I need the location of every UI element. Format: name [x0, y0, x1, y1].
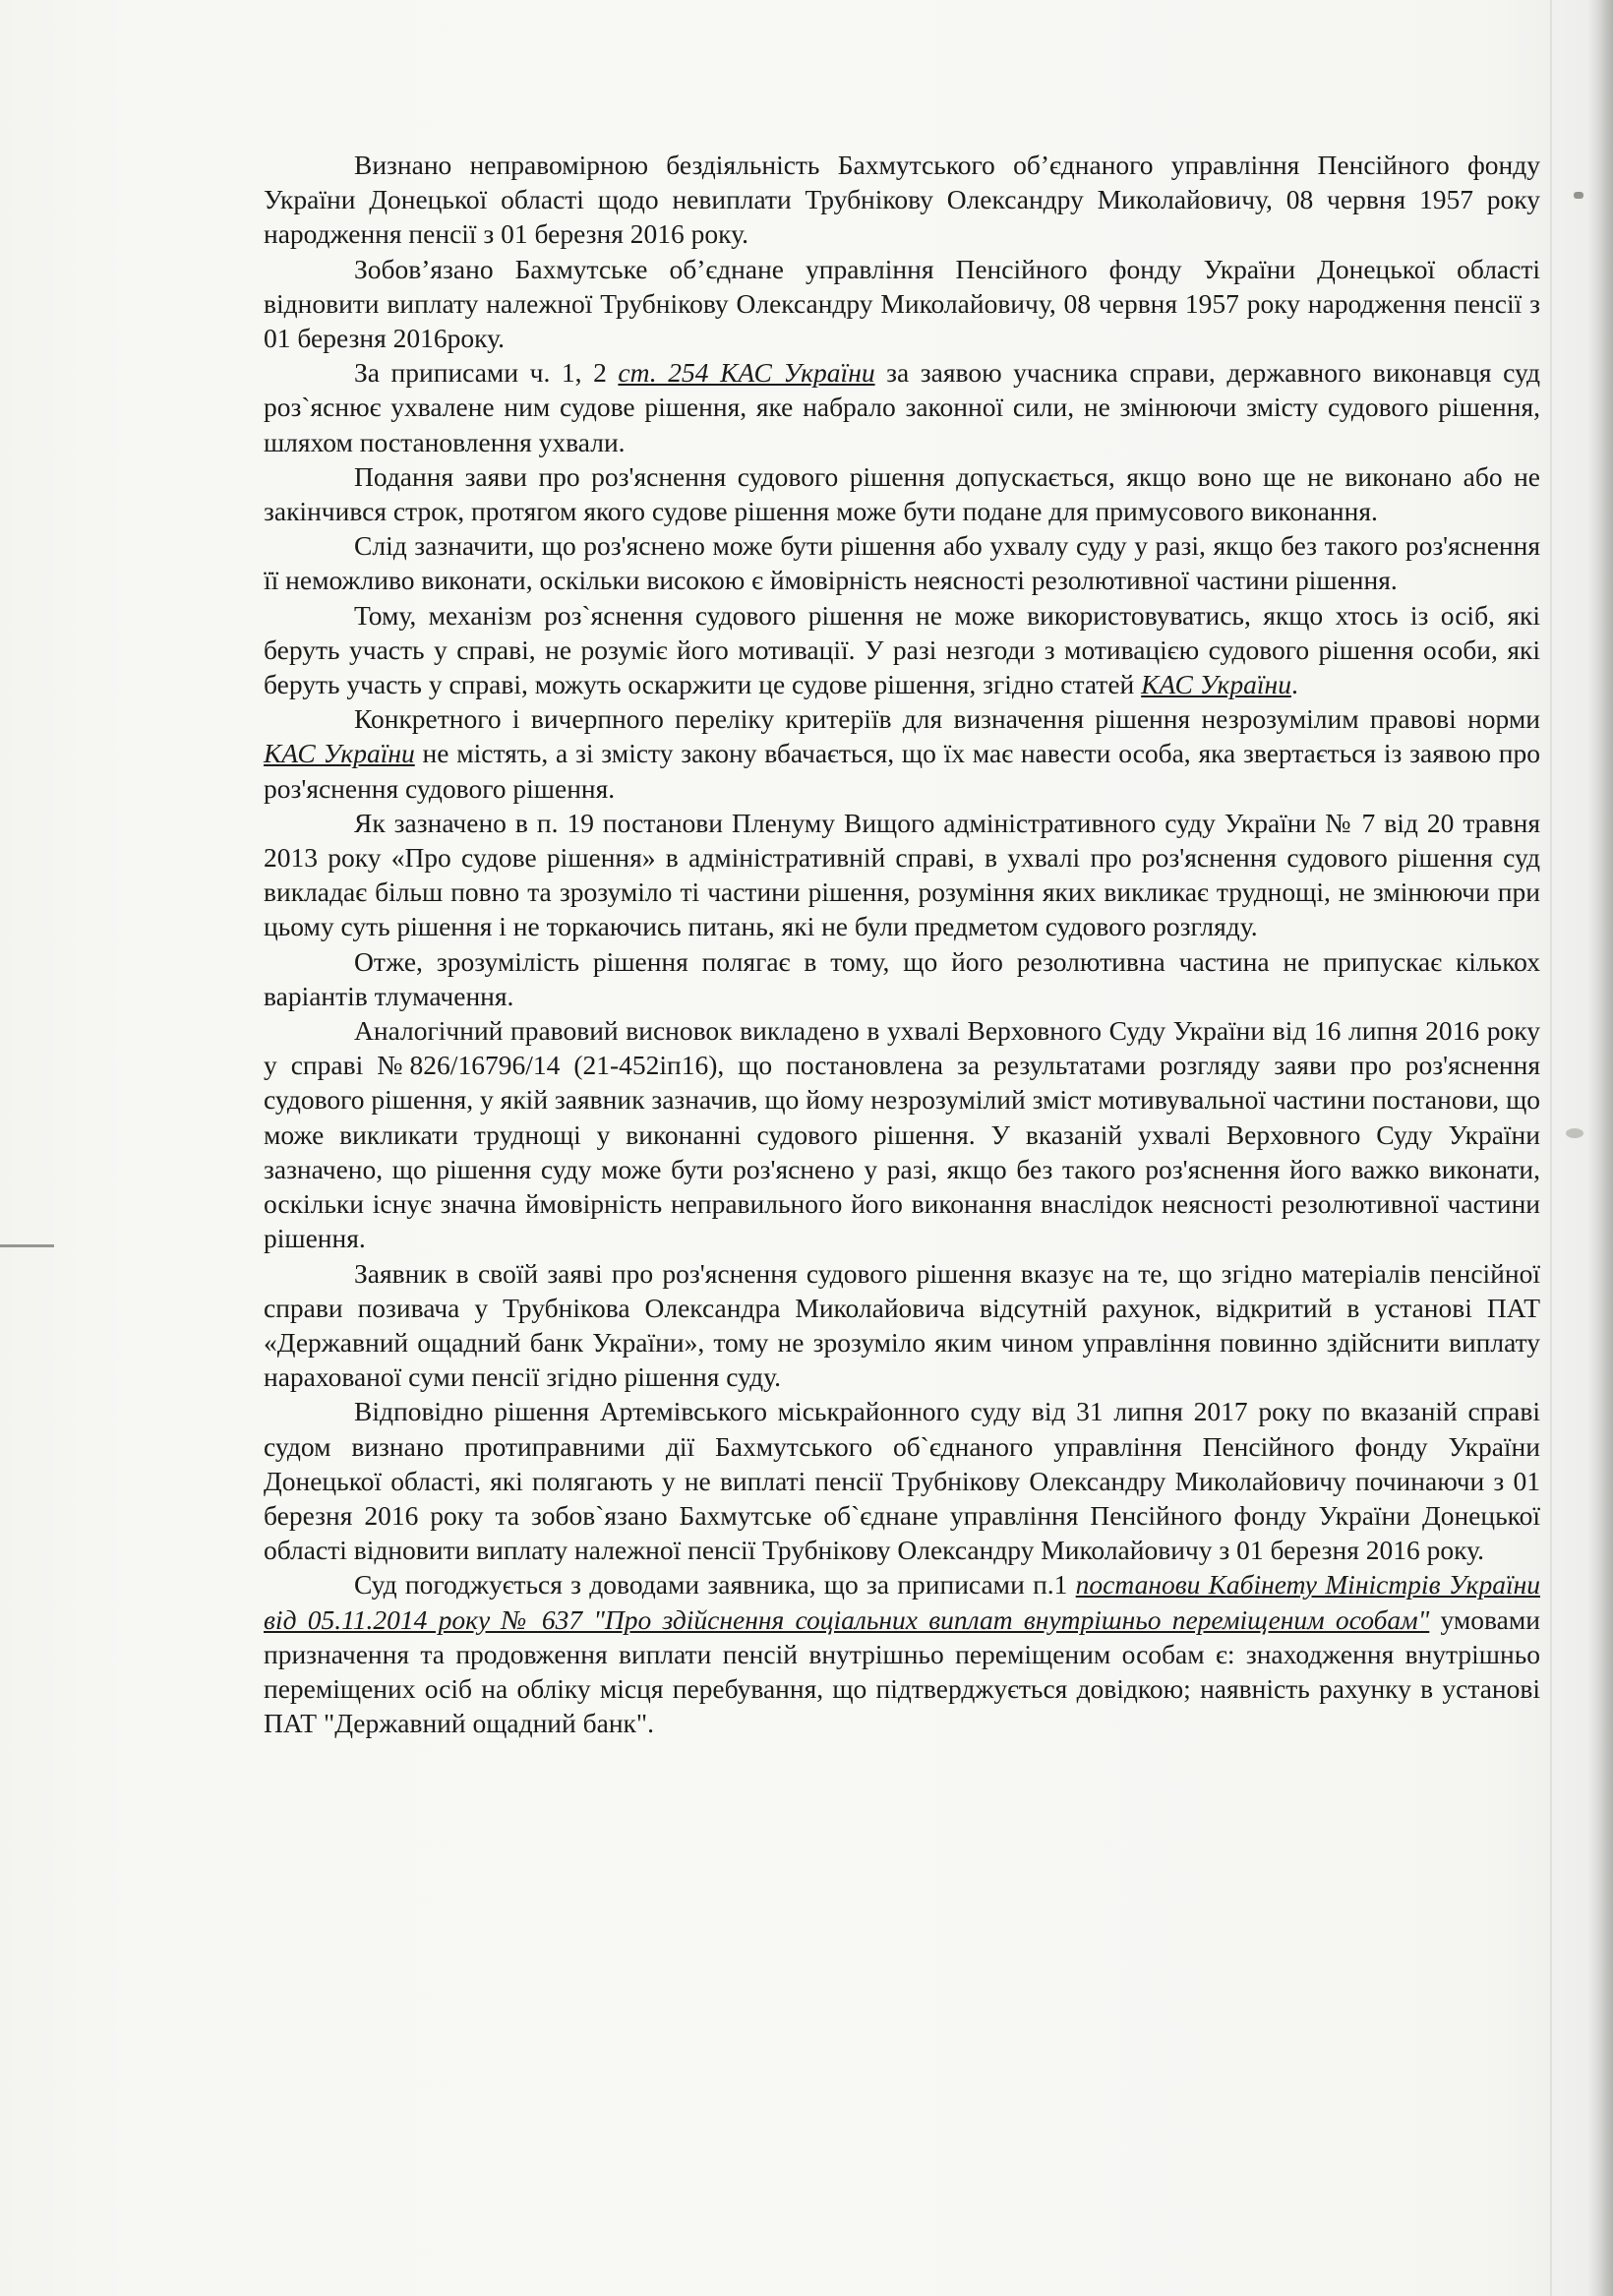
- paragraph-text: Конкретного і вичерпного переліку критеріїв для визначення рішення незрозумілим правові норми: [354, 703, 1540, 735]
- paragraph-text: Як зазначено в п. 19 постанови Пленуму Вищого адміністративного суду України № 7 від 20 травня 2013 року «Про судове рішення» в адміністративній справі, в ухвалі про роз'яснення судового рішення суд викладає більш повно та зрозуміло ті частини рішення, розуміння яких викликає труднощі, не змінюючи при цьому суть рішення і не торкаючись питань, які не були предметом судового розгляду.: [264, 807, 1540, 942]
- paragraph-text: умовами призначення та продовження виплати пенсій внутрішньо переміщеним особам є: знаходження внутрішньо переміщених осіб на обліку місця перебування, що підтверджується довідкою; наявність рахунку в установі ПАТ "Державний ощадний банк".: [264, 1603, 1540, 1739]
- scan-artifact-right-middle: [1566, 1128, 1583, 1138]
- document-paragraph: [264, 944, 1540, 1013]
- legal-reference-link[interactable]: КАС України: [264, 738, 415, 769]
- document-paragraph: [264, 598, 1540, 702]
- document-paragraph: [264, 806, 1540, 944]
- paragraph-text: .: [1290, 669, 1298, 700]
- legal-reference-link[interactable]: КАС України: [1141, 669, 1291, 700]
- scan-artifact-right-top: [1574, 192, 1583, 199]
- page-edge-shadow: [1587, 0, 1613, 2296]
- paragraph-text: Суд погоджується з доводами заявника, що за приписами п.1: [354, 1569, 1076, 1601]
- paragraph-text: Заявник в своїй заяві про роз'яснення судового рішення вказує на те, що згідно матеріалів пенсійної справи позивача у Трубнікова Олександра Миколайовича відсутній рахунок, відкритий в установі ПАТ «Державний ощадний банк України», тому не зрозуміло яким чином управління повинно здійснити виплату нарахованої суми пенсії згідно рішення суду.: [264, 1257, 1540, 1393]
- paragraph-text: не містять, а зі змісту закону вбачається, що їх має навести особа, яка звертається із заявою про роз'яснення судового рішення.: [264, 738, 1540, 804]
- legal-reference-link[interactable]: постанови Кабінету Міністрів України від 05.11.2014 року № 637 "Про здійснення соціальних виплат внутрішньо переміщеним особам": [264, 1569, 1540, 1635]
- paragraph-text: Тому, механізм роз`яснення судового рішення не може використовуватись, якщо хтось із осіб, які беруть участь у справі, не розуміє його мотивації. У разі незгоди з мотивацією судового рішення особи, які беруть участь у справі, можуть оскаржити це судове рішення, згідно статей: [264, 599, 1540, 700]
- document-paragraph: [264, 1394, 1540, 1567]
- paragraph-text: Зобов’язано Бахмутське об’єднане управління Пенсійного фонду України Донецької області відновити виплату належної Трубнікову Олександру Миколайовичу, 08 червня 1957 року народження пенсії з 01 березня 2016року.: [264, 253, 1540, 354]
- paragraph-text: Відповідно рішення Артемівського міськрайонного суду від 31 липня 2017 року по вказаній справі судом визнано протиправними дії Бахмутського об`єднаного управління Пенсійного фонду України Донецької області, які полягають у не виплаті пенсії Трубнікову Олександру Миколайовичу починаючи з 01 березня 2016 року та зобов`язано Бахмутське об`єднане управління Пенсійного фонду України Донецької області відновити виплату належної пенсії Трубнікову Олександру Миколайовичу з 01 березня 2016 року.: [264, 1396, 1540, 1566]
- paragraph-text: Подання заяви про роз'яснення судового рішення допускається, якщо воно ще не виконано або не закінчився строк, протягом якого судове рішення може бути подане для примусового виконання.: [264, 460, 1540, 527]
- paragraph-text: за заявою учасника справи, державного виконавця суд роз`яснює ухвалене ним судове рішення, яке набрало законної сили, не змінюючи змісту судового рішення, шляхом постановлення ухвали.: [264, 357, 1540, 457]
- document-body: [264, 148, 1540, 1740]
- legal-reference-link[interactable]: ст. 254 КАС України: [618, 357, 875, 389]
- document-paragraph: [264, 252, 1540, 356]
- document-paragraph: [264, 355, 1540, 459]
- paragraph-text: За приписами ч. 1, 2: [354, 357, 619, 389]
- paragraph-text: Визнано неправомірною бездіяльність Бахмутського об’єднаного управління Пенсійного фонду України Донецької області щодо невиплати Трубнікову Олександру Миколайовичу, 08 червня 1957 року народження пенсії з 01 березня 2016 року.: [264, 150, 1540, 250]
- document-paragraph: [264, 148, 1540, 252]
- document-paragraph: [264, 459, 1540, 528]
- document-paragraph: [264, 528, 1540, 597]
- document-paragraph: [264, 701, 1540, 806]
- paragraph-text: Аналогічний правовий висновок викладено в ухвалі Верховного Суду України від 16 липня 2016 року у справі №826/16796/14 (21-452іп16), що постановлена за результатами розгляду заяви про роз'яснення судового рішення, у якій заявник зазначив, що йому незрозумілий зміст мотивувальної частини постанови, що може викликати труднощі у виконанні судового рішення. У вказаній ухвалі Верховного Суду України зазначено, що рішення суду може бути роз'яснено у разі, якщо без такого роз'яснення його важко виконати, оскільки існує значна ймовірність неправильного його виконання внаслідок неясності резолютивної частини рішення.: [264, 1015, 1540, 1254]
- paragraph-text: Отже, зрозумілість рішення полягає в тому, що його резолютивна частина не припускає кількох варіантів тлумачення.: [264, 945, 1540, 1011]
- document-paragraph: [264, 1567, 1540, 1740]
- scan-artifact-left: [0, 1244, 54, 1247]
- paper-crease: [1550, 0, 1552, 2296]
- document-paragraph: [264, 1013, 1540, 1255]
- paragraph-text: Слід зазначити, що роз'яснено може бути рішення або ухвалу суду у разі, якщо без такого роз'яснення її неможливо виконати, оскільки високою є ймовірність неясності резолютивної частини рішення.: [264, 530, 1540, 596]
- document-paragraph: [264, 1256, 1540, 1395]
